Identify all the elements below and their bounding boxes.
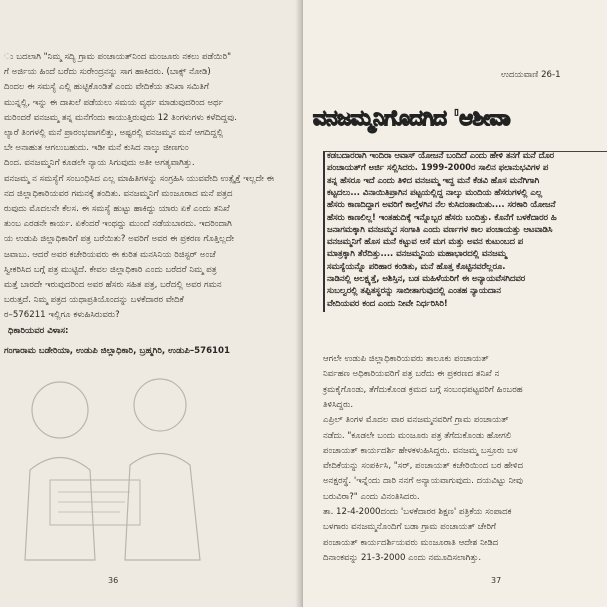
summary-line: ಹೆಸರು ಕಾಣಲಿಲ್ಲ! ಇಂತಹುದಿಕ್ಕೆ ಇನ್ನೊಬ್ಬರ ಹೆಸರು ಬಂದಿತ್ತು. ಕೊನೆಗೆ ಬಳಕೆದಾರರ ಹಿ xyxy=(327,211,557,222)
text-line: ಬರುತ್ತದೆ. ನಿಮ್ಮ ಪತ್ರದ ಯಥಾಪ್ರತಿಯೊಂದನ್ನು ಬಳಕೆದಾರರ ವೇದಿಕೆ xyxy=(4,295,184,306)
summary-line: ಸಮಸ್ಯೆಯನ್ನೊ ಪರಿಹಾರ ಕಂಡಿತು, ಮನೆ ಹೊತ್ತ ಕೊಟ್ಟಿನವರೆಲ್ಲರೂ. xyxy=(327,260,506,271)
text-line: ಮುನ್ನಲ್ಲಿ, ಇನ್ನು ಈ ದಾಖಲೆ ಪಡೆಯಲು ಸಮಯ ವ್ಯರ್ಥ ಮಾಡುವುದರಿಂದ ಅರ್ಥ xyxy=(4,97,224,108)
page-number-left: 36 xyxy=(108,576,119,585)
text-line: ವೇದಿಕೆಯನ್ನು ಸಂಪರ್ಕಿಸಿ, "ಸರ್, ಪಂಚಾಯತ್ ಕಚೇರಿಯಿಂದ ಬರ ಹೇಳಿದ xyxy=(323,461,524,472)
summary-line: ತನ್ನ ಹೆಸರೂ ಇದೆ ಎಂದು ತಿಳಿದ ವನಜಮ್ಮ ಇದ್ದ ಮನೆ ಕೆಡವಿ ಹೊಸ ಮನೆಗಿಗಾಗಿ xyxy=(327,174,540,185)
summary-line: ಕಡಬದಾರರಾಗಿ ಇಂದಿರಾ ಆವಾಸ್ ಯೋಜನೆ ಬಂದಿದೆ ಎಂದು ಹೇಳಿ ತನಗೆ ಮನೆ ದೊರ xyxy=(327,150,555,160)
summary-line: ನಾಡಿನಲ್ಲಿ ಅಲಕ್ಷ್ಯತ್ತೆ, ಅಶಿಸ್ತಿನ, ಬಡ ಮಹಿಳೆಯರಿಗೆ ಈ ಅನ್ಯಾಯವೆಸಗಿದವರ xyxy=(327,273,526,283)
text-line: ನಡೆದು. "ಕೂಡಲೇ ಬಂದು ಮಂಜೂರು ಪತ್ರ ತೆಗೆದುಕೊಂಡು ಹೋಗಲಿ xyxy=(323,430,512,441)
summary-line: ವನಜಮ್ಮನಿಗೆ ಹೊಸ ಮನೆ ಕಟ್ಟುವ ಆಸೆ ಮಗ ಮತ್ತು ಅವನ ಕುಟುಂಬದ ಪ xyxy=(327,236,524,247)
text-line: ಪಂಚಾಯತ್ ಕಾರ್ಯದರ್ಶಿಯವರು ಮಂಜೂರಾತಿ ಆದೇಶ ನೀಡಿದ xyxy=(323,537,499,548)
text-line: ಎಪ್ರಿಲ್ ತಿಂಗಳ ಮೊದಲ ವಾರ ವನಜಮ್ಮನವರಿಗೆ ಗ್ರಾಮ ಪಂಚಾಯತ್ xyxy=(323,415,509,426)
text-line: ಬಳಗಾರು ವನಜಮ್ಮನೊಂದಿಗೆ ಬಡಾ ಗ್ರಾಮ ಪಂಚಾಯತ್ ಚೇರಿಗೆ xyxy=(323,522,497,533)
summary-line: ಹೆಸರು ಕಾಣದಿದ್ದಾಗ ಅವರಿಗೆ ಕಾಲ್ತೆಳಗಿನ ನೆಲ ಕುಸಿದಂತಾಯಿತು.... ಸರಕಾರಿ ಯೋಜನೆ xyxy=(327,199,556,210)
article-headline: ವನಜಮ್ಮನಿಗೊದಗಿದ 'ಆಶೀವಾ xyxy=(313,106,511,130)
summary-line: ಕಟ್ಟದಲು... ವಿನಾಯಿತಿಪ್ರಾಗಿನ ಪಟ್ಟಯಲ್ಲಿದ್ದ ನಾಲ್ಕು ಮಂದಿಯ ಹೆಸರುಗಳಲ್ಲಿ ಎಲ್ಲ xyxy=(327,186,543,197)
text-line: ಜವಾಬು. ಆದರೆ ಅವರ ಕಚೇರಿಯವರು ಈ ಕುರಿತ ಮನಸಿನಿಯ ರಿಜಿಸ್ಟರ್ ಅಂಚೆ xyxy=(4,249,216,260)
text-line: ಆಗಲೇ ಉಡುಪಿ ಜಿಲ್ಲಾಧಿಕಾರಿಯವರು ತಾಲೂಕು ಪಂಚಾಯತ್ xyxy=(323,354,489,364)
summary-line: ಪಂಚಾಯತ್‌ಗೆ ಅರ್ಜಿ ಸಲ್ಲಿಸಿದರು. 1999-2000ರ ಸಾಲಿನ ಫಲಾನುಭವಿಗಳ ಪ xyxy=(327,162,549,173)
text-line: ಬೇ ಅನಾಹುತ ಆಗಲುಬಹುದು. ಇಡೀ ಮನೆ ಕುಸಿದ ನಾಲ್ಕು ಜೀಣಗುಂ xyxy=(4,143,189,154)
text-line: ಗೆ ಅರ್ಜಿಯ ಹಿಂದೆ ಬರೆದು ಸುರೇಂದ್ರನನ್ನು ಸಾಗ ಹಾಕಿದರು. (ಬಾಕ್ಸ್ ನೋಡಿ) xyxy=(4,67,211,78)
summary-line: ವೇದಿಯವರ ಕಂದ ಎಂದು ನೀವೇ ನಿರ್ಧರಿಸಿರಿ! xyxy=(327,297,448,308)
text-line: ಪಂಚಾಯತ್ ಕಾರ್ಯದರ್ಶಿ ಹೇಳಕಳುಹಿಸಿದ್ದರು. ವನಜಮ್ಮ ಬಸ್ರೂರು ಬಳ xyxy=(323,445,518,456)
text-line: ವನಜಮ್ಮ ನ ಸಮಸ್ಯೆಗೆ ಸಂಬಂಧಿಸಿದ ಎಲ್ಲ ಮಾಹಿತಿಗಳನ್ನು ಸಂಗ್ರಹಿಸಿ ಯುವವೇದಿ ಉತ್ಸೈಕ್ತೆ ಇಲ್ಲದೇ ಈ xyxy=(4,173,275,184)
text-line: ಮರಿಂದರೆ ವನಜಮ್ಮ ತನ್ನ ಮನೆಗೆಂದು ಕಾಯುತ್ತಿರುವುದು 12 ತಿಂಗಳುಗಳು ಕಳೆದಿದ್ದವು. xyxy=(4,112,237,123)
text-line: ಸ್ವೀಕರಿಸಿದ ಬಗ್ಗೆ ಪತ್ರ ಮುಟ್ಟಿದೆ. ಕೇವಲ ಜಿಲ್ಲಾಧಿಕಾರಿ ಎಂದು ಬರೆದರೆ ನಿಮ್ಮ ಪತ್ರ xyxy=(4,264,217,275)
text-line: ದಿಂದಲ ಈ ಸಮಸ್ಯೆ ಎಲ್ಲಿ ಹುಟ್ಟಿಕೊಂಡಿತೆ ಎಂದು ವೇದಿಕೆಯ ತನಿಖಾ ಸಮಿತಿಗೆ xyxy=(4,82,209,93)
text-line: ಮತ್ತೆ ಬಾರದೇ ಇರುವುದರಿಂದ ಅವರ ಹೆಸರು ಸಹಿತ ಪತ್ರ, ಬರೆದಲ್ಲಿ ಅವರ ಗಮನ xyxy=(4,280,222,290)
text-line: ು ಬದಲಾಗಿ "ನಿಮ್ಮ ಸದ್ಯಿ ಗ್ರಾಮ ಪಂಚಾಯತ್‌ನಿಂದ ಮಂಜೂರು ನಕಲು ಪಡೆಯಿರಿ" xyxy=(4,52,232,62)
newspaper-header: ಉದಯವಾಣಿ 26-1 xyxy=(501,70,561,80)
summary-line: ಮಾತ್ರಕ್ಕಾಗಿ ತೆರೆದಿತ್ತು.... ವನಜಮ್ಮನಿಯ ಮಹಾಭಾರದಲ್ಲಿ ವನಜಮ್ಮ xyxy=(327,248,507,259)
text-line: ದಿನಾಂಕವನ್ನು 21-3-2000 ಎಂದು ನಮೂದಿಸಲಾಗಿತ್ತು. xyxy=(323,552,482,563)
text-line: ತುಂಬ ಎರಡನೇ ಕಾರ್ಯ. ಏಕೆಂದರೆ ಇಂಥದ್ದು ಮುಂದೆ ನಡೆಯಬಾರದು. ಇದರಿಂದಾಗಿ xyxy=(4,219,232,230)
address-line: ಗಂಗಾರಾಮ ಬಡೇರಿಯಾ, ಉಡುಪಿ ಜಿಲ್ಲಾಧಿಕಾರಿ, ಬ್ರಹ್ಮಗಿರಿ, ಉಡುಪಿ–576101 xyxy=(4,346,231,356)
page-number-right: 37 xyxy=(491,576,502,585)
text-line: ಕ್ರಮಕೈಗೊಂಡು, ತೆಗೆದುಕೊಂಡ ಕ್ರಮದ ಬಗ್ಗೆ ಸಂಬಂಧಪಟ್ಟವರಿಗೆ ಹಿಂಬರಹ xyxy=(323,384,523,395)
text-line: ಬರುವಿರಾ?" ಎಂದು ವಿನಂತಿಸಿದರು. xyxy=(323,491,420,502)
text-line: ತಿಳಿಸಿದ್ದರು. xyxy=(323,399,354,410)
text-line: ನದ ಜಿಲ್ಲಾಧಿಕಾರಿಯವರ ಗಮನಕ್ಕೆ ತಂದಿತು. ವನಜಮ್ಮನಿಗೆ ಮಂಜೂರಾದ ಮನೆ ಪತ್ರದ xyxy=(4,188,233,199)
text-line: ರುವುದು ಮೊದಲನೇ ಕೆಲಸ. ಈ ಸಮಸ್ಯೆ ಹುಟ್ಟು ಹಾಕಿದ್ದು ಯಾರು ಏಕೆ ಎಂದು ತನಿಖೆ xyxy=(4,204,230,214)
text-line: ದಿಂದ. ವನಜಮ್ಮನಿಗೆ ಕೂಡಲೇ ನ್ಯಾಯ ಸಿಗುವುದು ಅತೀ ಅಗತ್ಯವಾಗಿತ್ತು. xyxy=(4,158,195,169)
text-line: ರ–576211 ಇಲ್ಲಿಗೂ ಕಳುಹಿಸಿರುವರು? xyxy=(4,310,120,321)
faded-illustration xyxy=(10,350,220,570)
summary-line: ಜನಾಗಮಕ್ಕಾಗಿ ವನಜಮ್ಮನ ಸಂಗಾತಿ ಎಂದು ವರ್ಣಗಳ ಕಾಲ ಪಂಚಾಯತ್ತು ಆಟವಾಡಿಸಿ xyxy=(327,223,553,234)
right-page xyxy=(303,0,607,607)
text-line: ಅನಕ್ಷರಸ್ಥೆ. 'ಇನ್ನೆಂದು ದಾರಿ ನನಗೆ ಅನ್ಯಾಯವಾಗುವುದು. ದಯವಿಟ್ಟು ನೀವು xyxy=(323,476,523,487)
address-title: ಧಿಕಾರಿಯವರ ವಿಳಾಸ: xyxy=(8,326,69,336)
text-line: ನಿರ್ವಹಣ ಅಧಿಕಾರಿಯವರಿಗೆ ಪತ್ರ ಬರೆದು ಈ ಪ್ರಕರಣದ ತನಿಖೆ ನ xyxy=(323,369,500,380)
text-line: ಲ್ಯಾರೆ ತಿಂಗಳಲ್ಲಿ ಮನೆ ಪ್ರಾರಂಭವಾಗಲಿತ್ತು, ಅಷ್ಟರಲ್ಲಿ ವನಜಮ್ಮನ ಮನೆ ಆಗದಿದ್ದಲ್ಲಿ xyxy=(4,128,224,138)
text-line: ತಾ. 12-4-2000ದಂದು 'ಬಳಕೆದಾರರ ಶಿಕ್ಷಣ' ಪತ್ರಿಕೆಯ ಸಂಪಾದಕ xyxy=(323,507,512,517)
left-page xyxy=(0,0,303,607)
summary-line: ಸುಬಲ್ವರಲ್ಲಿ ತಪ್ಪಿತಸ್ಥರನ್ನು ಸಾಬೀತಾಗುವುದಲ್ಲಿ ಎಂತಹ ನ್ಯಾಯದಾನ xyxy=(327,285,501,296)
text-line: ಯ ಉಡುಪಿ ಜಿಲ್ಲಾಧಿಕಾರಿಗೆ ಪತ್ರ ಬರೆಯಿತು? ಅವರಿಗೆ ಅವರ ಈ ಪ್ರಕರಣ ಗೊತ್ತಿಲ್ಲದೇ xyxy=(4,234,235,245)
